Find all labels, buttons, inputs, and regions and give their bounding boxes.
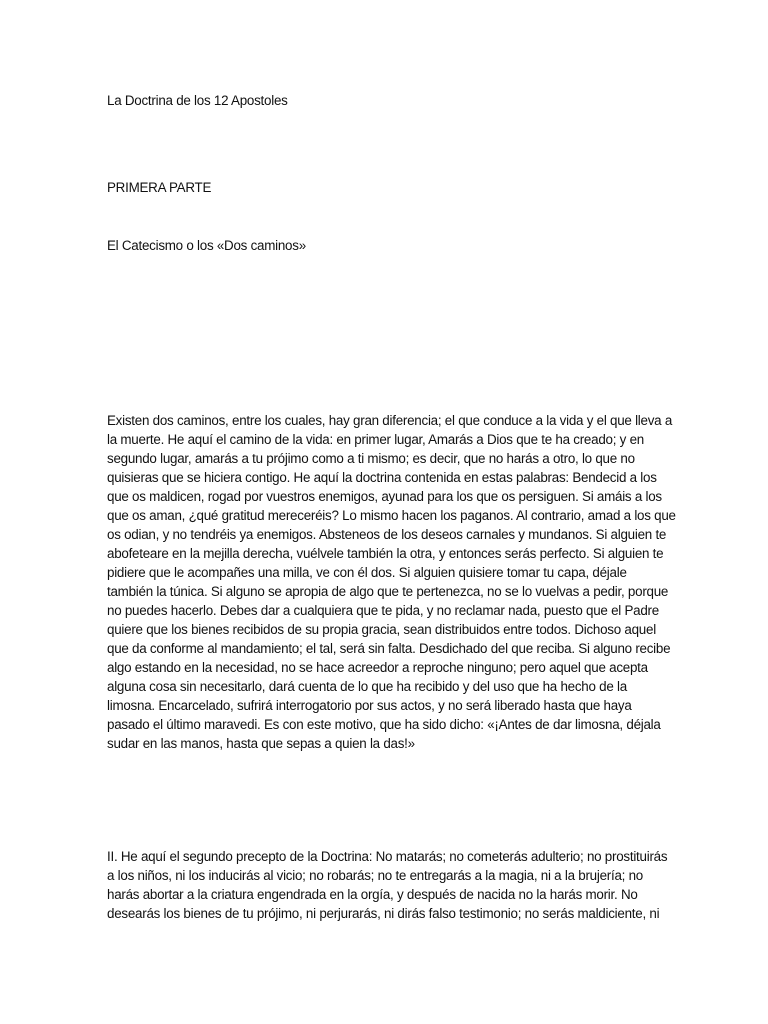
paragraph-line: quisieras que se hiciera contigo. He aquí la doctrina contenida en estas palabras: Bendecid a los	[107, 470, 657, 485]
paragraph-line: la muerte. He aquí el camino de la vida: en primer lugar, Amarás a Dios que te ha creado; y en	[107, 432, 644, 447]
part-heading: PRIMERA PARTE	[107, 180, 212, 195]
paragraph-2	[107, 847, 667, 923]
paragraph-line: pidiere que le acompañes una milla, ve con él dos. Si alguien quisiere tomar tu capa, déjale	[107, 565, 627, 580]
paragraph-line: segundo lugar, amarás a tu prójimo como a ti mismo; es decir, que no harás a otro, lo que no	[107, 451, 635, 466]
document-title: La Doctrina de los 12 Apostoles	[107, 93, 288, 108]
paragraph-line: pasado el último maravedi. Es con este motivo, que ha sido dicho: «¡Antes de dar limosna, déjala	[107, 717, 661, 732]
paragraph-line: que os aman, ¿qué gratitud mereceréis? Lo mismo hacen los paganos. Al contrario, amad a los que	[107, 508, 676, 523]
paragraph-line: que os maldicen, rogad por vuestros enemigos, ayunad para los que os persiguen. Si amáis a los	[107, 489, 662, 504]
paragraph-line: a los niños, ni los inducirás al vicio; no robarás; no te entregarás a la magia, ni a la brujería; no	[107, 868, 643, 883]
paragraph-1	[107, 411, 676, 753]
paragraph-line: alguna cosa sin necesitarlo, dará cuenta de lo que ha recibido y del uso que ha hecho de la	[107, 679, 627, 694]
paragraph-line: os odian, y no tendréis ya enemigos. Absteneos de los deseos carnales y mundanos. Si alguien te	[107, 527, 667, 542]
paragraph-line: abofeteare en la mejilla derecha, vuélvele también la otra, y entonces serás perfecto. Si alguien te	[107, 546, 664, 561]
paragraph-line: sudar en las manos, hasta que sepas a quien la das!»	[107, 736, 415, 751]
paragraph-line: que da conforme al mandamiento; el tal, será sin falta. Desdichado del que reciba. Si alguno recibe	[107, 641, 671, 656]
paragraph-line: desearás los bienes de tu prójimo, ni perjurarás, ni dirás falso testimonio; no serás maldiciente, ni	[107, 906, 660, 921]
paragraph-line: harás abortar a la criatura engendrada en la orgía, y después de nacida no la harás morir. No	[107, 887, 638, 902]
paragraph-line: limosna. Encarcelado, sufrirá interrogatorio por sus actos, y no será liberado hasta que haya	[107, 698, 632, 713]
paragraph-line: Existen dos caminos, entre los cuales, hay gran diferencia; el que conduce a la vida y el que lleva a	[107, 413, 673, 428]
paragraph-line: algo estando en la necesidad, no se hace acreedor a reproche ninguno; pero aquel que acepta	[107, 660, 648, 675]
paragraph-line: no puedes hacerlo. Debes dar a cualquiera que te pida, y no reclamar nada, puesto que el Padre	[107, 603, 659, 618]
paragraph-line: también la túnica. Si alguno se apropia de algo que te pertenezca, no se lo vuelvas a pedir, porque	[107, 584, 669, 599]
section-heading: El Catecismo o los «Dos caminos»	[107, 238, 306, 253]
paragraph-line: II. He aquí el segundo precepto de la Doctrina: No matarás; no cometerás adulterio; no prostituirás	[107, 849, 668, 864]
paragraph-line: quiere que los bienes recibidos de su propia gracia, sean distribuidos entre todos. Dichoso aquel	[107, 622, 656, 637]
